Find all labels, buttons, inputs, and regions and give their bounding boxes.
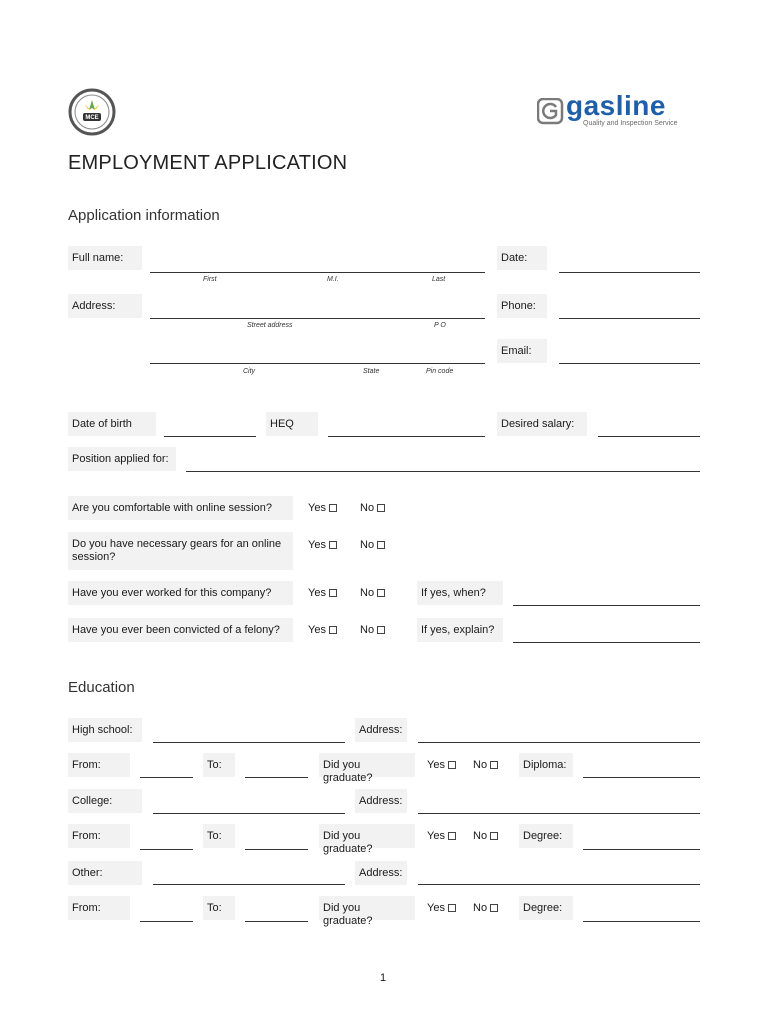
q4-yes[interactable]: Yes [308,624,337,636]
q1-no[interactable]: No [360,502,385,514]
q1-label: Are you comfortable with online session? [68,496,293,520]
mce-logo [68,88,116,136]
q3-label: Have you ever worked for this company? [68,581,293,605]
college-graduate-label: Did you graduate? [319,824,415,848]
hs-from-field[interactable] [140,777,193,778]
q4-explain-field[interactable] [513,642,700,643]
page-number: 1 [380,972,387,984]
other-label: Other: [68,861,142,885]
section-application: Application information [68,207,220,224]
dob-label: Date of birth [68,412,156,436]
position-field[interactable] [186,471,700,472]
other-degree-label: Degree: [519,896,573,920]
hs-from-label: From: [68,753,130,777]
position-label: Position applied for: [68,447,176,471]
other-from-label: From: [68,896,130,920]
q2-label: Do you have necessary gears for an online session? [68,532,293,570]
college-to-field[interactable] [245,849,308,850]
checkbox-icon [377,589,385,597]
other-address-field[interactable] [418,884,700,885]
hs-to-label: To: [203,753,235,777]
checkbox-icon [448,904,456,912]
other-field[interactable] [153,884,345,885]
date-label: Date: [497,246,547,270]
last-caption: Last [432,276,446,283]
checkbox-icon [329,589,337,597]
checkbox-icon [490,904,498,912]
q3-yes[interactable]: Yes [308,587,337,599]
q1-yes[interactable]: Yes [308,502,337,514]
checkbox-icon [448,761,456,769]
salary-field[interactable] [598,436,700,437]
address-label: Address: [68,294,142,318]
checkbox-icon [329,541,337,549]
checkbox-icon [377,626,385,634]
hs-yes[interactable]: Yes [427,759,456,771]
diploma-field[interactable] [583,777,700,778]
other-to-field[interactable] [245,921,308,922]
state-caption: State [363,368,380,375]
college-degree-label: Degree: [519,824,573,848]
other-degree-field[interactable] [583,921,700,922]
college-from-field[interactable] [140,849,193,850]
mi-caption: M.I. [327,276,339,283]
q4-label: Have you ever been convicted of a felony? [68,618,293,642]
mce-logo-text: MCE [85,115,99,121]
brand-tagline: Quality and Inspection Service [583,120,678,127]
email-label: Email: [497,339,547,363]
hs-no[interactable]: No [473,759,498,771]
q4-explain-label: If yes, explain? [417,618,503,642]
phone-label: Phone: [497,294,547,318]
street-address-field[interactable] [150,318,485,319]
checkbox-icon [329,504,337,512]
college-field[interactable] [153,813,345,814]
other-no[interactable]: No [473,902,498,914]
po-caption: P O [434,322,446,329]
first-caption: First [203,276,217,283]
other-to-label: To: [203,896,235,920]
city-caption: City [243,368,256,375]
checkbox-icon [490,761,498,769]
hs-address-label: Address: [355,718,407,742]
checkbox-icon [490,832,498,840]
gasline-logo [537,90,707,132]
email-field[interactable] [559,363,700,364]
gasline-g-icon [537,98,565,126]
other-yes[interactable]: Yes [427,902,456,914]
college-address-field[interactable] [418,813,700,814]
checkbox-icon [329,626,337,634]
college-no[interactable]: No [473,830,498,842]
high-school-label: High school: [68,718,142,742]
q2-no[interactable]: No [360,539,385,551]
college-yes[interactable]: Yes [427,830,456,842]
other-address-label: Address: [355,861,407,885]
q3-no[interactable]: No [360,587,385,599]
checkbox-icon [448,832,456,840]
q3-when-label: If yes, when? [417,581,503,605]
college-to-label: To: [203,824,235,848]
q4-no[interactable]: No [360,624,385,636]
college-label: College: [68,789,142,813]
other-from-field[interactable] [140,921,193,922]
heq-field[interactable] [328,436,485,437]
date-field[interactable] [559,272,700,273]
college-degree-field[interactable] [583,849,700,850]
street-caption: Street address [247,322,293,329]
section-education: Education [68,679,135,696]
full-name-field[interactable] [150,272,485,273]
salary-label: Desired salary: [497,412,587,436]
hs-address-field[interactable] [418,742,700,743]
heq-label: HEQ [266,412,318,436]
checkbox-icon [377,541,385,549]
phone-field[interactable] [559,318,700,319]
page-title: EMPLOYMENT APPLICATION [68,152,348,174]
college-address-label: Address: [355,789,407,813]
full-name-label: Full name: [68,246,142,270]
q2-yes[interactable]: Yes [308,539,337,551]
brand-name: gasline [566,90,666,121]
diploma-label: Diploma: [519,753,573,777]
checkbox-icon [377,504,385,512]
q3-when-field[interactable] [513,605,700,606]
college-from-label: From: [68,824,130,848]
pin-caption: Pin code [426,368,454,375]
high-school-field[interactable] [153,742,345,743]
other-graduate-label: Did you graduate? [319,896,415,920]
city-state-field[interactable] [150,363,485,364]
hs-graduate-label: Did you graduate? [319,753,415,777]
hs-to-field[interactable] [245,777,308,778]
dob-field[interactable] [164,436,256,437]
